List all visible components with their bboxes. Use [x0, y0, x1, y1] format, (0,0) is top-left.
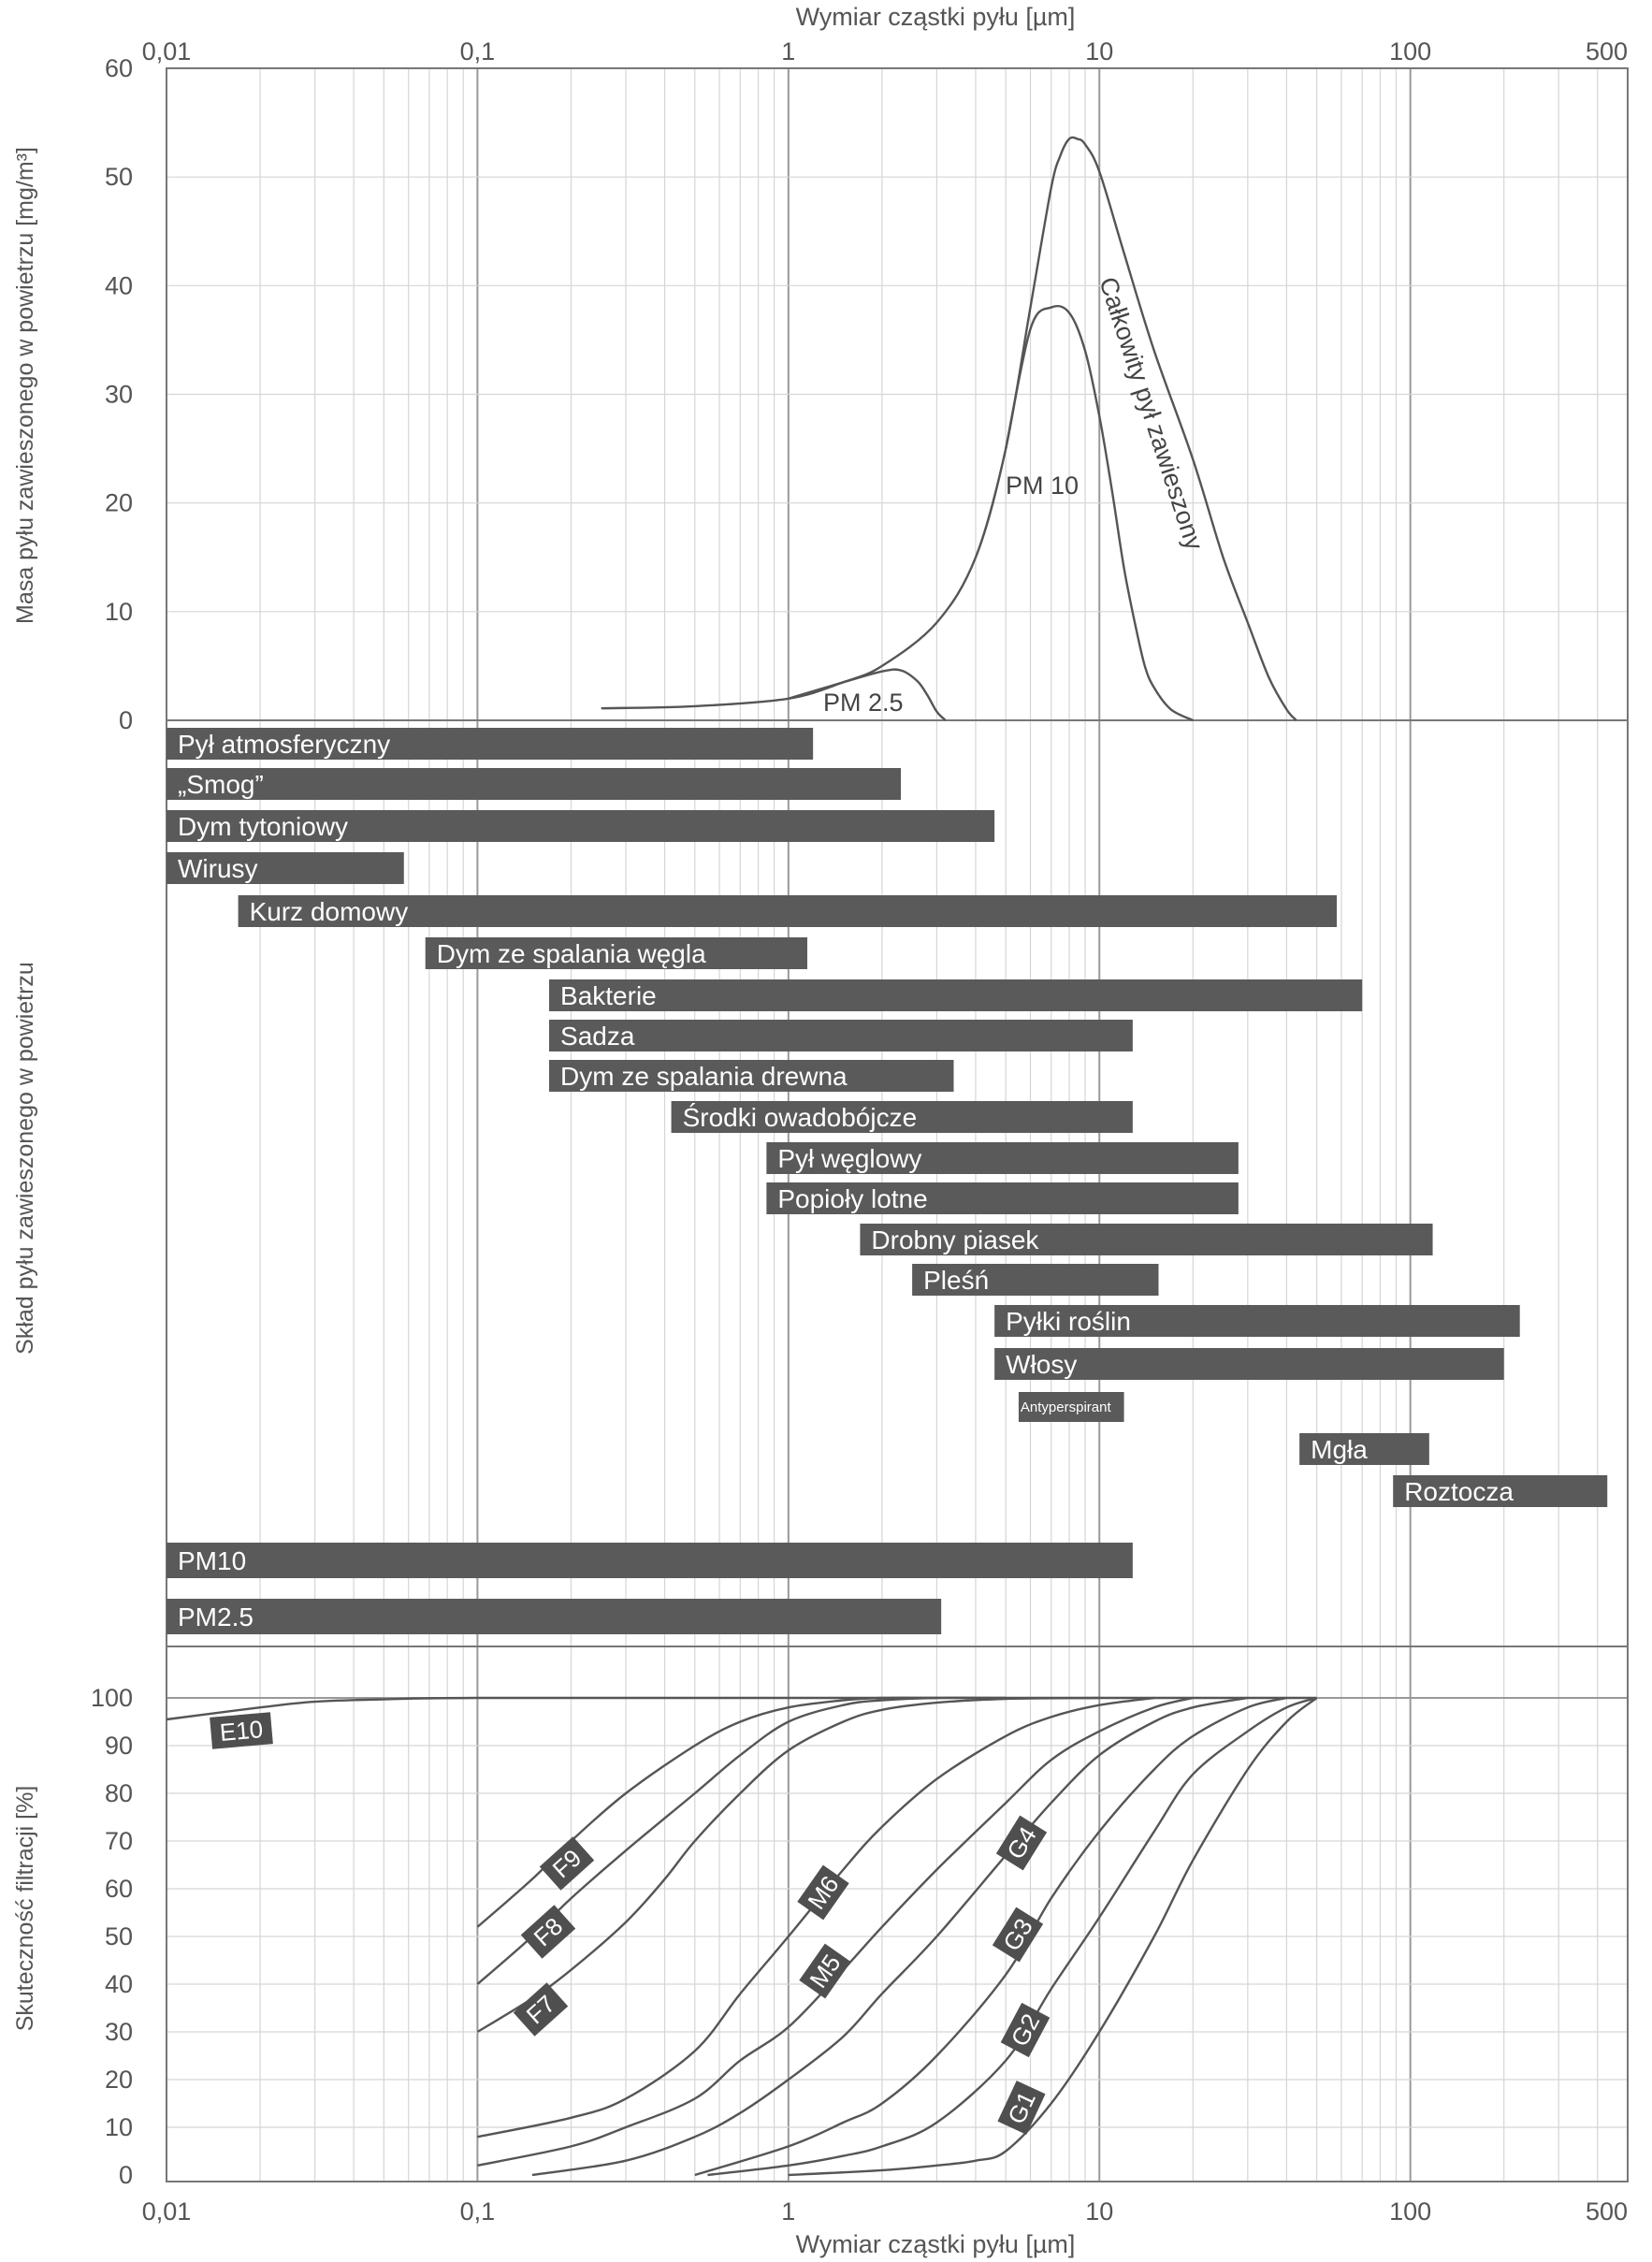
efficiency-curve-tag-text: G2: [1005, 2008, 1046, 2052]
efficiency-curve-tag-text: G4: [1001, 1821, 1042, 1864]
x-tick-label: 0,01: [141, 2197, 192, 2226]
composition-bar-label: Popioły lotne: [777, 1184, 928, 1213]
efficiency-curve-tag-text: F8: [528, 1911, 569, 1952]
efficiency-y-tick-label: 20: [104, 2066, 133, 2094]
composition-bar-label: Pył atmosferyczny: [178, 730, 391, 759]
efficiency-y-axis-title: Skuteczność filtracji [%]: [12, 1785, 38, 2032]
x-tick-label: 10: [1085, 2197, 1114, 2226]
efficiency-y-tick-label: 10: [104, 2113, 133, 2141]
composition-bar-label: Antyperspirant: [1020, 1399, 1111, 1415]
x-tick-label: 0,01: [141, 37, 192, 65]
efficiency-y-tick-label: 50: [104, 1922, 133, 1950]
x-tick-label: 100: [1389, 37, 1432, 65]
efficiency-y-tick-label: 100: [90, 1684, 133, 1712]
composition-bar-label: Roztocza: [1404, 1477, 1514, 1506]
composition-bar: [167, 1543, 1133, 1578]
efficiency-curve-tag-text: M6: [802, 1870, 845, 1915]
efficiency-y-tick-label: 80: [104, 1779, 133, 1807]
x-tick-label: 500: [1585, 37, 1628, 65]
composition-bar-label: Sadza: [560, 1022, 635, 1051]
mass-y-tick-label: 0: [118, 706, 133, 734]
efficiency-curve-tag-text: F9: [546, 1843, 587, 1884]
mass-y-tick-label: 20: [104, 488, 133, 517]
composition-bar-label: Wirusy: [178, 854, 258, 883]
composition-bar-label: Pył węglowy: [777, 1144, 922, 1173]
composition-bar: [167, 1599, 941, 1634]
composition-bar-label: Środki owadobójcze: [682, 1103, 918, 1132]
efficiency-y-tick-label: 30: [104, 2018, 133, 2046]
x-tick-label: 1: [781, 2197, 796, 2226]
x-tick-label: 0,1: [459, 37, 496, 65]
composition-bar-label: Dym ze spalania węgla: [436, 939, 706, 968]
x-tick-label: 10: [1085, 37, 1114, 65]
x-tick-label: 100: [1389, 2197, 1432, 2226]
composition-bar: [167, 768, 901, 800]
top-x-axis-title: Wymiar cząstki pyłu [µm]: [795, 3, 1076, 31]
efficiency-curve-tag-text: G3: [997, 1913, 1038, 1956]
x-tick-label: 500: [1585, 2197, 1628, 2226]
composition-bar-label: Dym ze spalania drewna: [560, 1062, 848, 1091]
efficiency-y-tick-label: 0: [118, 2161, 133, 2189]
efficiency-y-tick-label: 90: [104, 1732, 133, 1760]
efficiency-y-tick-label: 70: [104, 1827, 133, 1855]
composition-bar-label: PM10: [178, 1546, 247, 1575]
composition-bar: [549, 979, 1362, 1011]
efficiency-y-tick-label: 60: [104, 1875, 133, 1903]
mass-curve-label: Całkowity pył zawieszony: [1094, 273, 1209, 554]
mass-curve-label: PM 2.5: [823, 689, 904, 717]
composition-bar-label: Włosy: [1006, 1350, 1078, 1379]
x-tick-label: 1: [781, 37, 796, 65]
composition-bar-label: Drobny piasek: [871, 1225, 1039, 1254]
efficiency-curve-tag-text: G1: [1002, 2086, 1041, 2129]
bottom-x-axis-title: Wymiar cząstki pyłu [µm]: [795, 2230, 1076, 2258]
composition-bar: [549, 1020, 1133, 1051]
efficiency-y-tick-label: 40: [104, 1970, 133, 1998]
composition-bar-label: Dym tytoniowy: [178, 812, 349, 841]
composition-bar-label: Bakterie: [560, 981, 657, 1010]
efficiency-curve-tag: [210, 1712, 273, 1749]
mass-y-tick-label: 10: [104, 597, 133, 626]
composition-bar-label: „Smog”: [178, 770, 264, 799]
composition-bar-label: Pyłki roślin: [1006, 1307, 1131, 1336]
composition-bar-label: Mgła: [1311, 1435, 1368, 1464]
mass-y-tick-label: 50: [104, 163, 133, 192]
mass-y-tick-label: 60: [104, 54, 133, 82]
efficiency-curve-tag-text: E10: [218, 1715, 265, 1747]
mass-y-tick-label: 30: [104, 380, 133, 409]
composition-y-axis-title: Skład pyłu zawieszonego w powietrzu: [12, 962, 38, 1355]
efficiency-curve-tag-text: F7: [520, 1989, 561, 2030]
x-tick-label: 0,1: [459, 2197, 496, 2226]
efficiency-curve-tag-text: M5: [804, 1949, 847, 1994]
mass-curve-label: PM 10: [1006, 471, 1080, 500]
mass-y-axis-title: Masa pyłu zawieszonego w powietrzu [mg/m³]: [12, 147, 38, 624]
mass-y-tick-label: 40: [104, 271, 133, 300]
composition-bar-label: Pleśń: [923, 1266, 990, 1295]
composition-bar-label: PM2.5: [178, 1602, 254, 1631]
composition-bar-label: Kurz domowy: [249, 897, 409, 926]
